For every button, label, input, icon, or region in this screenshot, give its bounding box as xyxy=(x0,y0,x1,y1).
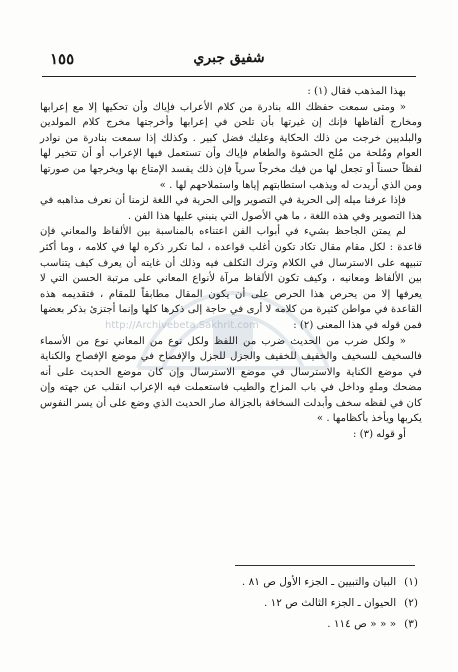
footnote-number: (٢) xyxy=(404,597,418,609)
footnote-text: البيان والتبيين ـ الجزء الأول ص ٨١ . xyxy=(241,576,397,588)
paragraph: فإذا عرفنا ميله إلى الحرية في التصوير وإلى الحرية في اللغة لزمنا أن نعرف مذاهبه في هذا التصوير وفي هذه اللغة ، ما هي الأصول التي ينبني عليها هذا الفن . xyxy=(40,195,422,222)
archive-watermark-url: http://Archivebeta.Sakhrit.com xyxy=(105,320,259,331)
running-head-title: شفيق جبري xyxy=(193,50,265,66)
footnote-text: « « « ص ١١٤ . xyxy=(327,618,397,630)
footnote-number: (٣) xyxy=(404,618,418,630)
footnote-text: الحيوان ـ الجزء الثالث ص ١٢ . xyxy=(263,597,397,609)
body-text xyxy=(40,84,422,443)
footnote-divider xyxy=(235,565,415,566)
footnote-number: (١) xyxy=(404,576,418,588)
footnote xyxy=(120,614,418,635)
page-number: ١٥٥ xyxy=(50,50,75,68)
header-divider xyxy=(42,76,416,77)
quotation-paragraph: « ومتى سمعت حفظك الله بنادرة من كلام الأعراب فإياك وأن تحكيها إلا مع إعرابها ومخارج ألفاظها فإنك إن غيرتها بأن تلحن في إعرابها وأخرجتها مخرج كلام المولدين والبلديين خرجت من ذلك الحكاية وعليك فضل كبير . وكذلك إذا سمعت بنادرة من نوادر العوام ومُلحة من مُلح الحشوة والطغام فإياك وأن تستعمل فيها الإعراب أو أن تتخير لها لفظاً حسناً أو تجعل لها من فيك مخرجاً سرياً فإن ذلك يفسد الإمتاع بها ويخرجها من صورتها ومن الذي أريدت له ويذهب استطابتهم إياها واستملاحهم لها . » xyxy=(40,101,422,191)
running-head xyxy=(42,50,416,72)
paragraph: أو قوله (٣) : xyxy=(352,429,406,441)
footnotes xyxy=(120,572,418,635)
paragraph: لم يمتن الجاحظ بشيء في أبواب الفن اعتناءه بالمناسبة بين الألفاظ والمعاني فإن قاعدة : لكل مقام مقال تكاد تكون أغلب قواعده ، لما تكرر ذكره لها في كلامه ، وما أكثر تنبيهه على الاسترسال في الكلام وترك التكلف فيه وذلك أن غايته أن يعرف كيف يتناسب بين الألفاظ ومعانيه ، وكيف تكون الألفاظ مرآة لأنواع المعاني على مرتبة الحسن التي لا يعرفها إلا من يحرص هذا الحرص على أن يكون المقال مطابقاً للمقام ، فتقديمه هذه القاعدة في مواطن كثيرة من كلامه لا أرى في حاجة إلى ذكرها كلها وإنما أجتزئ بذكر بعضها فمن قوله في هذا المعنى (٢) : xyxy=(40,226,422,331)
paragraph: بهذا المذهب فقال (١) : xyxy=(307,86,406,97)
footnote xyxy=(120,572,418,593)
footnote xyxy=(120,593,418,614)
quotation-paragraph: « ولكل ضرب من الحديث ضرب من اللفظ ولكل نوع من المعاني نوع من الأسماء فالسخيف للسخيف والخفيف للخفيف والجزل للجزل والإفصاح في موضع الإفصاح والكناية في موضع الكناية والاسترسال في موضع الاسترسال وإن كان موضع الحديث على أنه مضحك وملهٍ وداخل في باب المزاح والطيب فاستعملت فيه الإعراب انقلب عن جهته وإن كان في لفظه سخف وأبدلت السخافة بالجزالة صار الحديث الذي وضع على أن يسر النفوس يكربها ويأخذ بأكظامها . » xyxy=(40,335,422,425)
